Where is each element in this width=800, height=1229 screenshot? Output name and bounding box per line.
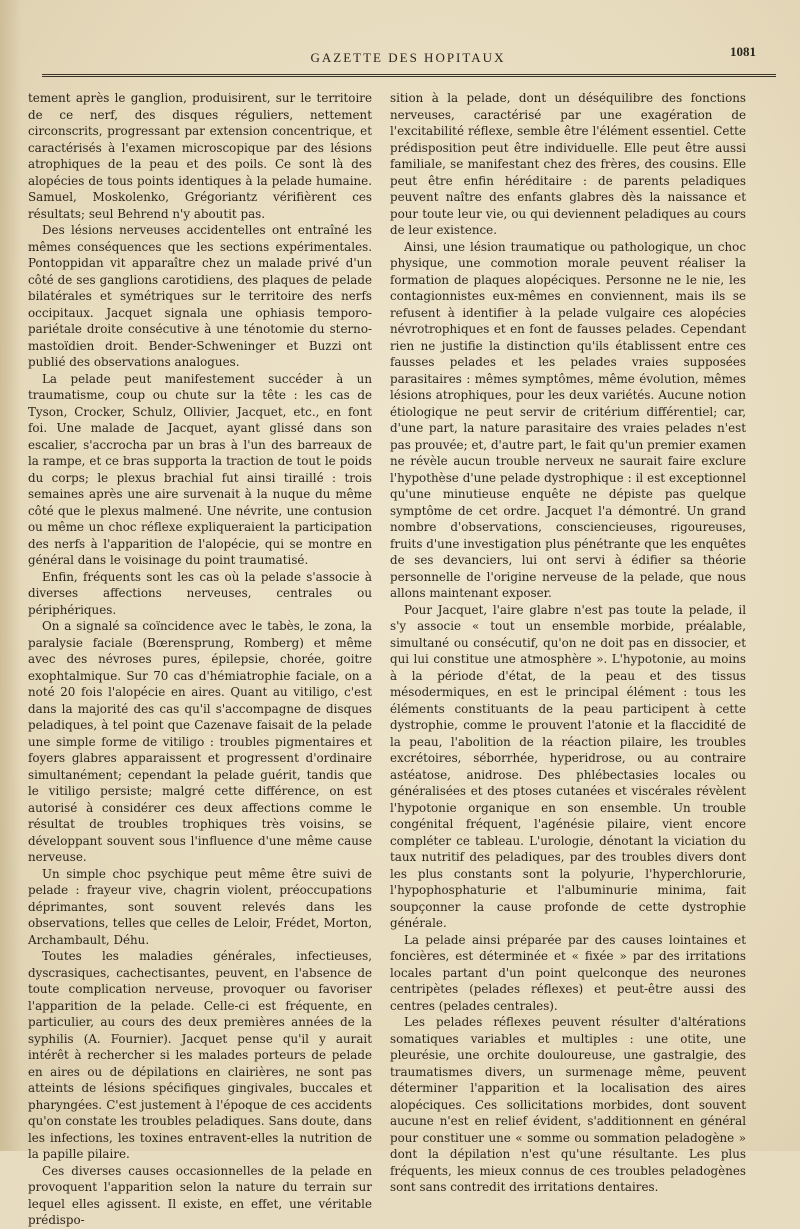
paragraph: Toutes les maladies générales, infectieuses, dyscrasiques, cachectisantes, peuvent, en l'absence de toute complication nerveuse, provoquer ou favoriser l'apparition de la pelade. Celle-ci est fréquente, en particulier, au cours des deux premières années de la syphilis (A. Fournier). Jacquet pense qu'il y aurait intérêt à rechercher si les malades porteurs de pelade en aires ou de dépilations en clairières, ne sont pas atteints de lésions spécifiques gingivales, buccales et pharyngées. C'est justement à l'époque de ces accidents qu'on constate les troubles peladiques. Sans doute, dans les infections, les toxines entravent-elles la nutrition de la papille pilaire. xyxy=(28,949,372,1161)
right-column xyxy=(390,90,746,1196)
page-number: 1081 xyxy=(730,44,756,59)
paragraph: On a signalé sa coïncidence avec le tabès, le zona, la paralysie faciale (Bœrensprung, Romberg) et même avec des névroses pures, épilepsie, chorée, goitre exophtalmique. Sur 70 cas d'hémiatrophie faciale, on a noté 20 fois l'alopécie en aires. Quant au vitiligo, c'est dans la majorité des cas qu'il s'accompagne de disques peladiques, à tel point que Cazenave faisait de la pelade une simple forme de vitiligo : troubles pigmentaires et foyers glabres apparaissent et progressent d'ordinaire simultanément; cependant la pelade guérit, tandis que le vitiligo persiste; malgré cette différence, on est autorisé à considérer ces deux affections comme le résultat de troubles trophiques très voisins, se développant souvent sous l'influence d'une même cause nerveuse. xyxy=(28,619,372,864)
journal-title: GAZETTE DES HOPITAUX xyxy=(310,50,506,65)
header-rule xyxy=(42,74,776,77)
paragraph: La pelade peut manifestement succéder à un traumatisme, coup ou chute sur la tête : les cas de Tyson, Crocker, Schulz, Ollivier, Jacquet, etc., en font foi. Une malade de Jacquet, ayant glissé dans son escalier, s'accrocha par un bras à l'un des barreaux de la rampe, et ce bras supporta la traction de tout le poids du corps; le plexus brachial fut ainsi tiraillé : trois semaines après une aire survenait à la nuque du même côté que le plexus malmené. Une névrite, une contusion ou même un choc réflexe expliqueraient la participation des nerfs à l'apparition de l'alopécie, qui se montre en général dans le voisinage du point traumatisé. xyxy=(28,371,372,567)
paragraph: tement après le ganglion, produisirent, sur le territoire de ce nerf, des disques réguliers, nettement circonscrits, progressant par extension concentrique, et caractérisés à l'examen microscopique par des lésions atrophiques de la peau et des poils. Ce sont là des alopécies de tous points identiques à la pelade humaine. Samuel, Moskolenko, Grégoriantz vérifièrent ces résultats; seul Behrend n'y aboutit pas. xyxy=(28,91,372,221)
paragraph: La pelade ainsi préparée par des causes lointaines et foncières, est déterminée et « fixée » par des irritations locales partant d'un point quelconque des neurones centripètes (pelades réflexes) et peut-être aussi des centres (pelades centrales). xyxy=(390,932,746,1013)
paragraph: sition à la pelade, dont un déséquilibre des fonctions nerveuses, caractérisé par une exagération de l'excitabilité réflexe, semble être l'élément essentiel. Cette prédisposition peut être individuelle. Elle peut être aussi familiale, se manifestant chez des frères, des cousins. Elle peut être enfin héréditaire : de parents peladiques peuvent naître des enfants glabres dès la naissance et pour toute leur vie, ou qui deviennent peladiques au cours de leur existence. xyxy=(390,91,746,237)
paragraph: Enfin, fréquents sont les cas où la pelade s'associe à diverses affections nerveuses, centrales ou périphériques. xyxy=(28,569,372,617)
page-header xyxy=(40,44,776,70)
paragraph: Ces diverses causes occasionnelles de la pelade en provoquent l'apparition selon la nature du terrain sur lequel elles agissent. Il existe, en effet, une véritable prédispo- xyxy=(28,1163,372,1227)
paragraph: Ainsi, une lésion traumatique ou pathologique, un choc physique, une commotion morale peuvent réaliser la formation de plaques alopéciques. Personne ne le nie, les contagionnistes eux-mêmes en conviennent, mais ils se refusent à identifier à la pelade vulgaire ces alopécies névrotrophiques et en font de fausses pelades. Cependant rien ne justifie la distinction qu'ils établissent entre ces fausses pelades et les pelades vraies supposées parasitaires : mêmes symptômes, même évolution, mêmes lésions atrophiques, pour les deux variétés. Aucune notion étiologique ne peut servir de critérium différentiel; car, d'une part, la nature parasitaire des vraies pelades n'est pas prouvée; et, d'autre part, le fait qu'un premier examen ne révèle aucun trouble nerveux ne saurait faire exclure l'hypothèse d'une pelade dystrophique : il est exceptionnel qu'une minutieuse enquête ne dépiste pas quelque symptôme de cet ordre. Jacquet l'a démontré. Un grand nombre d'observations, consciencieuses, rigoureuses, fruits d'une investigation plus pénétrante que les enquêtes de ses devanciers, lui ont servi à édifier sa théorie personnelle de l'origine nerveuse de la pelade, que nous allons maintenant exposer. xyxy=(390,239,746,600)
page-edge-shadow xyxy=(0,0,22,1151)
paragraph: Les pelades réflexes peuvent résulter d'altérations somatiques variables et multiples : une otite, une pleurésie, une orchite douloureuse, une gastralgie, des traumatismes divers, un surmenage même, peuvent déterminer l'apparition et la localisation des aires alopéciques. Ces sollicitations morbides, dont souvent aucune n'est en relief évident, s'additionnent en général pour constituer une « somme ou sommation peladogène » dont la dépilation n'est qu'une résultante. Les plus fréquents, les mieux connus de ces troubles peladogènes sont sans contredit des irritations dentaires. xyxy=(390,1015,746,1194)
paragraph: Des lésions nerveuses accidentelles ont entraîné les mêmes conséquences que les sections expérimentales. Pontoppidan vit apparaître chez un malade privé d'un côté de ses ganglions carotidiens, des plaques de pelade bilatérales et symétriques sur le territoire des nerfs occipitaux. Jacquet signala une ophiasis temporo-pariétale droite consécutive à une ténotomie du sterno-mastoïdien droit. Bender-Schweninger et Buzzi ont publié des observations analogues. xyxy=(28,223,372,369)
paragraph: Un simple choc psychique peut même être suivi de pelade : frayeur vive, chagrin violent, préoccupations déprimantes, sont souvent relevés dans les observations, telles que celles de Leloir, Frédet, Morton, Archambault, Déhu. xyxy=(28,866,372,947)
left-column xyxy=(28,90,372,1229)
paragraph: Pour Jacquet, l'aire glabre n'est pas toute la pelade, il s'y associe « tout un ensemble morbide, préalable, simultané ou consécutif, qu'on ne doit pas en dissocier, et qui lui constitue une atmosphère ». L'hypotonie, au moins à la période d'état, de la peau et des tissus mésodermiques, en est le principal élément : tous les éléments constituants de la peau participent à cette dystrophie, comme le prouvent l'atonie et la flaccidité de la peau, l'abolition de la réaction pilaire, les troubles excrétoires, séborrhée, hyperidrose, ou au contraire astéatose, anidrose. Des phlébectasies locales ou généralisées et des ptoses cutanées et viscérales révèlent l'hypotonie organique en son ensemble. Un trouble congénital fréquent, l'agénésie pilaire, vient encore compléter ce tableau. L'urologie, dénotant la viciation du taux nutritif des peladiques, par des troubles divers dont les plus constants sont la polyurie, l'hyperchlorurie, l'hypophosphaturie et l'albuminurie minima, fait soupçonner la cause profonde de cette dystrophie générale. xyxy=(390,602,746,930)
